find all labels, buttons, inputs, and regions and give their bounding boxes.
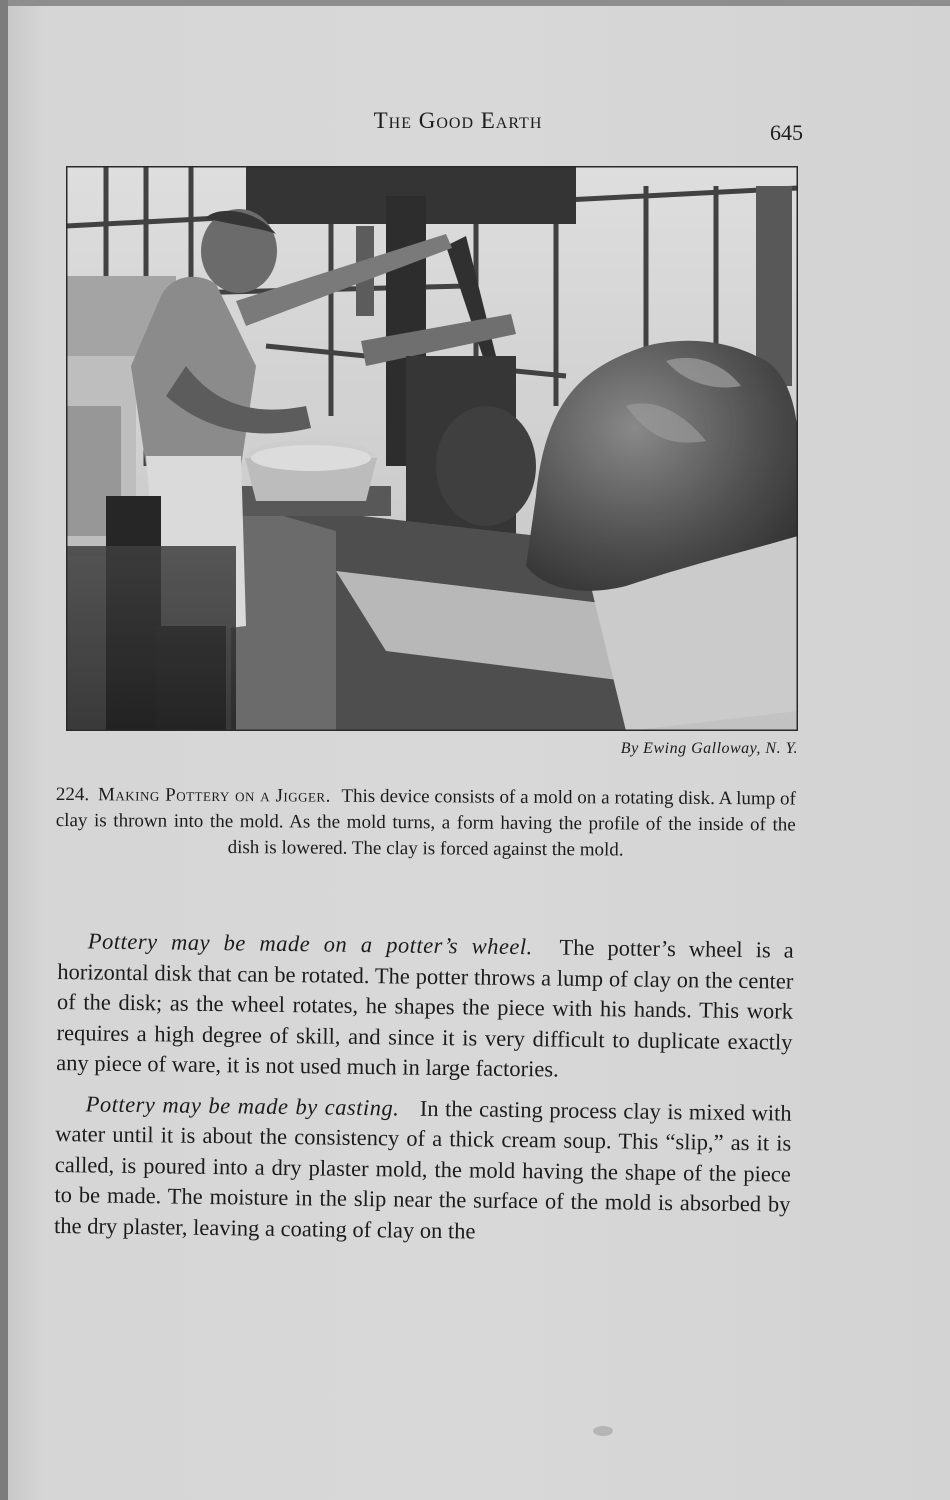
caption-title: Making Pottery on a Jigger.	[97, 784, 331, 807]
ink-smudge	[593, 1426, 613, 1436]
paragraph-lead: Pottery may be made on a potter’s wheel.	[87, 928, 533, 960]
pottery-jigger-photo	[66, 166, 798, 731]
paragraph-lead: Pottery may be made by casting.	[85, 1090, 400, 1120]
photo-illustration	[66, 166, 798, 731]
caption-text: This device consists of a mold on a rotating disk. A lump of clay is thrown into the mold. As the mold turns, a form having the profile of the inside of the dish is lowered. The clay is forced against the mold.	[55, 785, 796, 861]
caption-number: 224.	[55, 783, 90, 806]
paragraph-casting	[54, 1088, 792, 1250]
page-number: 645	[770, 120, 803, 145]
book-page	[8, 6, 950, 1500]
paragraph-body: In the casting process clay is mixed with water until it is about the consistency of a thick cream soup. This “slip,” as it is called, is poured into a dry plaster mold, the mold having the shape of the piece to be made. The moisture in the slip near the surface of the mold is absorbed by the dry plaster, leaving a coating of clay on the	[53, 1095, 792, 1243]
running-head: The Good Earth	[373, 108, 543, 133]
page-edge	[0, 0, 8, 1500]
body-text	[54, 926, 794, 1261]
paragraph-potters-wheel	[56, 926, 794, 1088]
figure-caption	[56, 782, 796, 865]
paragraph-body: The potter’s wheel is a horizontal disk that can be rotated. The potter throws a lump of clay on the center of the disk; as the wheel rotates, he shapes the piece with his hands. This work requires a high degree of skill, and since it is very difficult to duplicate exactly any piece of ware, it is not used much in large factories.	[56, 934, 794, 1082]
photo-credit: By Ewing Galloway, N. Y.	[620, 740, 798, 757]
